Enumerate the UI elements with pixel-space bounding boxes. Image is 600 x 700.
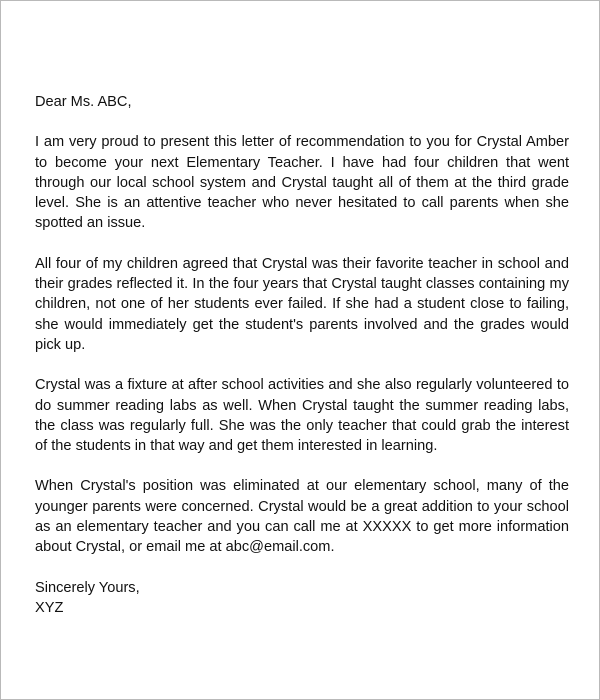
salutation: Dear Ms. ABC, xyxy=(35,94,132,110)
paragraph-introduction: I am very proud to present this letter of recommendation to you for Crystal Amber to become your next Elementary Teacher. I have had four children that went through our local school system and Crystal taught all of them at the third grade level. She is an attentive teacher who never hesitated to call parents when she spotted an issue. xyxy=(35,134,569,232)
letter-body xyxy=(35,92,569,618)
paragraph-student-success: All four of my children agreed that Crystal was their favorite teacher in school and their grades reflected it. In the four years that Crystal taught classes containing my children, not one of her students ever failed. If she had a student close to failing, she would immediately get the student's parents involved and the grades would pick up. xyxy=(35,255,569,353)
paragraph-activities: Crystal was a fixture at after school activities and she also regularly volunteered to do summer reading labs as well. When Crystal taught the summer reading labs, the class was regularly full. She was the only teacher that could grab the interest of the students in that way and get them interested in learning. xyxy=(35,377,569,455)
paragraph-conclusion: When Crystal's position was eliminated at our elementary school, many of the younger parents were concerned. Crystal would be a great addition to your school as an elementary teacher and you can call me at XXXXX to get more information about Crystal, or email me at abc@email.com. xyxy=(35,478,569,556)
closing: Sincerely Yours, xyxy=(35,579,140,596)
signature: XYZ xyxy=(35,599,64,616)
